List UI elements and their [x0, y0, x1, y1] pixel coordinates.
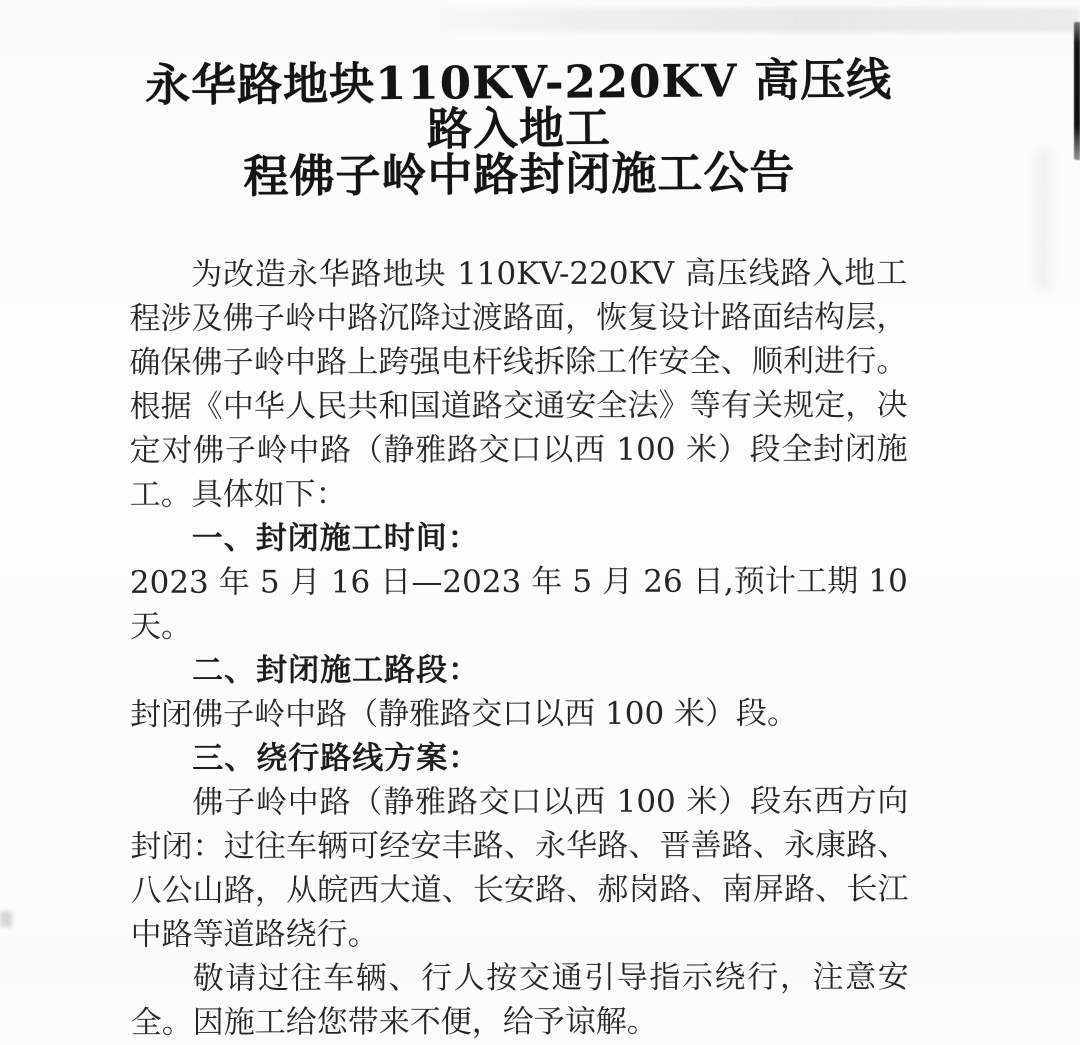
notice-title-line-2: 程佛子岭中路封闭施工公告	[243, 145, 796, 204]
scan-smudge	[1036, 150, 1050, 290]
section-2-body: 封闭佛子岭中路（静雅路交口以西 100 米）段。	[130, 695, 799, 733]
notice-title	[129, 53, 908, 204]
intro-paragraph: 为改造永华路地块 110KV-220KV 高压线路入地工程涉及佛子岭中路沉降过渡路面，恢复设计路面结构层，确保佛子岭中路上跨强电杆线拆除工作安全、顺利进行。根据《中华人民共和国道路交通安全法》等有关规定，决定对佛子岭中路（静雅路交口以西 100 米）段全封闭施工。具体如下：	[129, 255, 908, 513]
section-1-body: 2023 年 5 月 16 日—2023 年 5 月 26 日,预计工期 10 天。	[129, 563, 908, 645]
closing-paragraph: 敬请过往车辆、行人按交通引导指示绕行，注意安全。因施工给您带来不便，给予谅解。	[130, 959, 909, 1041]
corner-scan-mark	[0, 911, 12, 927]
section-3-body: 佛子岭中路（静雅路交口以西 100 米）段东西方向封闭：过往车辆可经安丰路、永华路、晋善路、永康路、八公山路，从皖西大道、长安路、郝岗路、南屏路、长江中路等道路绕行。	[130, 783, 909, 953]
notice-body	[129, 251, 909, 1045]
section-3-heading: 三、绕行路线方案：	[192, 740, 481, 777]
scanner-shadow	[400, 8, 1080, 32]
section-1-heading: 一、封闭施工时间：	[191, 520, 480, 557]
page-edge-strip	[1074, 22, 1080, 160]
section-2-heading: 二、封闭施工路段：	[192, 652, 481, 689]
notice-title-line-1: 永华路地块110KV-220KV 高压线路入地工	[144, 53, 893, 156]
notice-document	[129, 53, 909, 1044]
